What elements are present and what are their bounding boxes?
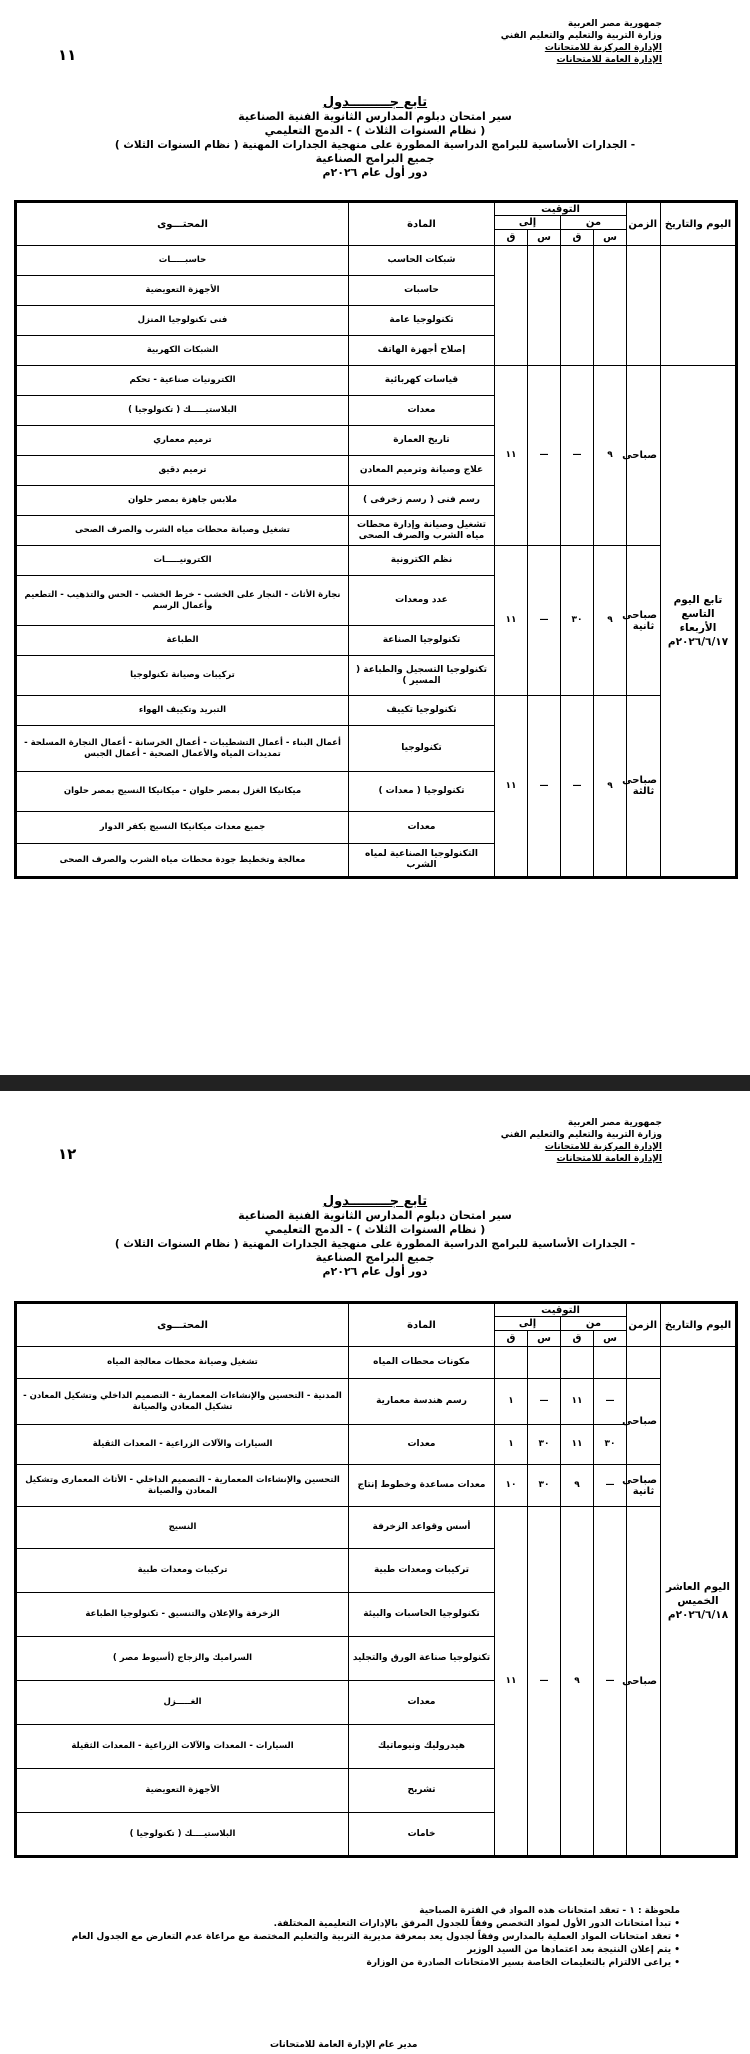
content-cell: حاسبـــــات	[16, 246, 349, 276]
time-cell: ١١	[495, 1507, 528, 1857]
exam-schedule-page-2	[0, 1095, 750, 2054]
day-cell: تابع اليوم التاسع الأربعاء ٢٠٢٦/٦/١٧م	[661, 366, 737, 878]
time-cell: ٩	[594, 366, 627, 546]
schedule-table	[14, 1301, 738, 1858]
title-line: جميع البرامج الصناعية	[315, 152, 435, 165]
subject-cell: تكنولوجيا عامة	[349, 306, 495, 336]
ministry-line: الإدارة العامة للامتحانات	[556, 1154, 662, 1164]
subject-cell: التكنولوجيا الصناعية لمياه الشرب	[349, 844, 495, 878]
col-to: إلى	[495, 1317, 561, 1331]
session-cell	[627, 1347, 661, 1379]
title-line: ( نظام السنوات الثلاث ) - الدمج التعليمي	[264, 1223, 486, 1236]
subject-cell: نظم الكترونية	[349, 546, 495, 576]
time-cell	[495, 1347, 528, 1379]
content-cell: ترميم معماري	[16, 426, 349, 456]
col-subject: المادة	[349, 1303, 495, 1347]
subject-cell: تركيبات ومعدات طبية	[349, 1549, 495, 1593]
content-cell: ملابس جاهزة بمصر حلوان	[16, 486, 349, 516]
col-from: من	[561, 1317, 627, 1331]
time-cell	[528, 246, 561, 366]
subject-cell: معدات	[349, 396, 495, 426]
time-cell: ١١	[495, 366, 528, 546]
page-number: ١١	[58, 46, 77, 64]
time-cell: ١	[495, 1425, 528, 1465]
session-cell: صباحى ثانية	[627, 546, 661, 696]
ministry-line: وزارة التربية والتعليم والتعليم الفني	[500, 1130, 662, 1140]
time-cell: ٣٠	[528, 1425, 561, 1465]
content-cell: جميع معدات ميكانيكا النسيج بكفر الدوار	[16, 812, 349, 844]
time-cell: ١١	[495, 546, 528, 696]
time-cell: —	[528, 366, 561, 546]
content-cell: تركيبات ومعدات طبية	[16, 1549, 349, 1593]
title-line: تابع جـــــــــدول	[322, 1194, 428, 1209]
content-cell: تشغيل وصيانة محطات معالجة المياه	[16, 1347, 349, 1379]
subject-cell: تشريح	[349, 1769, 495, 1813]
content-cell: تشغيل وصيانة محطات مياه الشرب والصرف الصحى	[16, 516, 349, 546]
session-cell: صباحى	[627, 366, 661, 546]
time-cell: ١١	[495, 696, 528, 878]
subject-cell: تكنولوجيا الحاسبات والبيئة	[349, 1593, 495, 1637]
subject-cell: علاج وصيانة وترميم المعادن	[349, 456, 495, 486]
col-h: س	[594, 1331, 627, 1347]
table-row	[16, 1465, 737, 1507]
subject-cell: تاريخ العمارة	[349, 426, 495, 456]
session-cell	[627, 246, 661, 366]
content-cell: الشبكات الكهربية	[16, 336, 349, 366]
time-cell	[561, 1347, 594, 1379]
content-cell: فنى تكنولوجيا المنزل	[16, 306, 349, 336]
ministry-line: وزارة التربية والتعليم والتعليم الفني	[500, 31, 662, 41]
session-cell: صباحى ثالثة	[627, 696, 661, 878]
col-to: إلى	[495, 216, 561, 230]
content-cell: ميكانيكا الغزل بمصر حلوان - ميكانيكا النسيج بمصر حلوان	[16, 772, 349, 812]
subject-cell: تكنولوجيا التسجيل والطباعة ( المسير )	[349, 656, 495, 696]
time-cell: ٩	[594, 546, 627, 696]
time-cell: —	[528, 1507, 561, 1857]
col-day: اليوم والتاريخ	[661, 1303, 737, 1347]
ministry-line: جمهورية مصر العربية	[567, 1118, 662, 1128]
content-cell: الأجهزة التعويضية	[16, 1769, 349, 1813]
title-line: جميع البرامج الصناعية	[315, 1251, 435, 1264]
note-line: • تبدأ امتحانات الدور الأول لمواد التخصص وفقاً للجدول المرفق بالإدارات التعليمية المختلفة.	[273, 1919, 680, 1929]
content-cell: النسيج	[16, 1507, 349, 1549]
content-cell: أعمال البناء - أعمال التشطيبات - أعمال الخرسانة - أعمال النجارة المسلحة - تمديدات المياه والأعمال الصحية - أعمال الجبس	[16, 726, 349, 772]
subject-cell: معدات	[349, 1425, 495, 1465]
subject-cell: تكنولوجيا	[349, 726, 495, 772]
note-line: ملحوظة : ١ - تعقد امتحانات هذه المواد في الفترة الصباحية	[419, 1906, 680, 1916]
col-d: ق	[495, 230, 528, 246]
content-cell: الكترونيـــــات	[16, 546, 349, 576]
time-cell: —	[528, 546, 561, 696]
content-cell: الكترونيات صناعية - تحكم	[16, 366, 349, 396]
col-subject: المادة	[349, 202, 495, 246]
time-cell	[594, 1347, 627, 1379]
subject-cell: عدد ومعدات	[349, 576, 495, 626]
table-row	[16, 366, 737, 396]
subject-cell: أسس وقواعد الزخرفة	[349, 1507, 495, 1549]
title-line: دور أول عام ٢٠٢٦م	[322, 1265, 428, 1278]
time-cell	[528, 1347, 561, 1379]
time-cell	[561, 246, 594, 366]
col-content: المحتـــوى	[16, 202, 349, 246]
subject-cell: قياسات كهربائية	[349, 366, 495, 396]
subject-cell: رسم فنى ( رسم زخرفى )	[349, 486, 495, 516]
ministry-line: الإدارة المركزية للامتحانات	[544, 43, 662, 53]
subject-cell: هيدروليك ونيوماتيك	[349, 1725, 495, 1769]
title-line: سير امتحان دبلوم المدارس الثانوية الفنية الصناعية	[238, 1209, 512, 1222]
content-cell: المدنية - التحسين والإنشاءات المعمارية - التصميم الداخلي وتشكيل المعادن - تشكيل المعادن والصيانة	[16, 1379, 349, 1425]
session-cell: صباحى ثانية	[627, 1465, 661, 1507]
content-cell: ترميم دقيق	[16, 456, 349, 486]
title-line: ( نظام السنوات الثلاث ) - الدمج التعليمي	[264, 124, 486, 137]
schedule-titles	[0, 96, 750, 180]
session-cell: صباحى	[627, 1379, 661, 1465]
signature-line: مدير عام الإدارة العامة للامتحانات	[270, 2040, 418, 2050]
col-timing: التوقيت	[495, 1303, 627, 1317]
col-day: اليوم والتاريخ	[661, 202, 737, 246]
subject-cell: حاسبات	[349, 276, 495, 306]
time-cell: ١١	[561, 1425, 594, 1465]
time-cell: ٣٠	[561, 546, 594, 696]
content-cell: البلاستيـــــك ( تكنولوجيا )	[16, 396, 349, 426]
content-cell: الأجهزة التعويضية	[16, 276, 349, 306]
col-h: س	[528, 1331, 561, 1347]
time-cell	[594, 246, 627, 366]
time-cell: —	[528, 1379, 561, 1425]
col-d: ق	[561, 230, 594, 246]
ministry-header	[492, 18, 662, 66]
col-h: س	[594, 230, 627, 246]
day-cell	[661, 246, 737, 366]
page-number: ١٢	[58, 1145, 77, 1163]
time-cell: —	[561, 696, 594, 878]
subject-cell: تكنولوجيا ( معدات )	[349, 772, 495, 812]
col-d: ق	[495, 1331, 528, 1347]
time-cell: ١	[495, 1379, 528, 1425]
day-cell: اليوم العاشر الخميس ٢٠٢٦/٦/١٨م	[661, 1347, 737, 1857]
time-cell: ٩	[594, 696, 627, 878]
content-cell: نجارة الأثاث - النجار على الخشب - خرط الخشب - الحس والتذهيب - التطعيم وأعمال الرسم	[16, 576, 349, 626]
note-line: • يراعى الالتزام بالتعليمات الخاصة بسير الامتحانات الصادرة من الوزارة	[366, 1958, 680, 1968]
title-line: - الجدارات الأساسية للبرامج الدراسية المطورة على منهجية الجدارات المهنية ( نظام السنوات الثلاث )	[114, 1238, 636, 1250]
schedule-titles	[0, 1195, 750, 1279]
time-cell: ٩	[561, 1465, 594, 1507]
col-content: المحتـــوى	[16, 1303, 349, 1347]
table-row	[16, 246, 737, 276]
time-cell: —	[528, 696, 561, 878]
table-row	[16, 1347, 737, 1379]
subject-cell: شبكات الحاسب	[349, 246, 495, 276]
time-cell: ١٠	[495, 1465, 528, 1507]
subject-cell: تكنولوجيا الصناعة	[349, 626, 495, 656]
time-cell: ٩	[561, 1507, 594, 1857]
subject-cell: معدات	[349, 1681, 495, 1725]
time-cell: ٣٠	[594, 1425, 627, 1465]
time-cell: ٣٠	[528, 1465, 561, 1507]
subject-cell: معدات	[349, 812, 495, 844]
content-cell: السيارات - المعدات والآلات الزراعية - المعدات الثقيلة	[16, 1725, 349, 1769]
title-line: تابع جـــــــــدول	[322, 95, 428, 110]
schedule-table	[14, 200, 738, 879]
col-timing: التوقيت	[495, 202, 627, 216]
note-line: • تعقد امتحانات المواد العملية بالمدارس وفقاً لجدول يعد بمعرفة مديرية التربية والتعليم المختصة مع مراعاة عدم التعارض مع الجدول العام	[71, 1932, 680, 1942]
col-d: ق	[561, 1331, 594, 1347]
time-cell: —	[561, 366, 594, 546]
ministry-line: جمهورية مصر العربية	[567, 19, 662, 29]
content-cell: السيارات والآلات الزراعية - المعدات الثقيلة	[16, 1425, 349, 1465]
content-cell: الطباعة	[16, 626, 349, 656]
subject-cell: رسم هندسة معمارية	[349, 1379, 495, 1425]
title-line: سير امتحان دبلوم المدارس الثانوية الفنية الصناعية	[238, 110, 512, 123]
subject-cell: تكنولوجيا تكييف	[349, 696, 495, 726]
content-cell: السراميك والزجاج (أسيوط مصر )	[16, 1637, 349, 1681]
time-cell	[495, 246, 528, 366]
col-from: من	[561, 216, 627, 230]
content-cell: البلاستيــــك ( تكنولوجيا )	[16, 1813, 349, 1857]
subject-cell: خامات	[349, 1813, 495, 1857]
page-separator	[0, 1075, 750, 1091]
time-cell: —	[594, 1379, 627, 1425]
subject-cell: إصلاح أجهزة الهاتف	[349, 336, 495, 366]
content-cell: تركيبات وصيانة تكنولوجيا	[16, 656, 349, 696]
time-cell: ١١	[561, 1379, 594, 1425]
table-row	[16, 1507, 737, 1549]
subject-cell: تكنولوجيا صناعة الورق والتجليد	[349, 1637, 495, 1681]
ministry-line: الإدارة العامة للامتحانات	[556, 55, 662, 65]
content-cell: التبريد وتكييف الهواء	[16, 696, 349, 726]
subject-cell: معدات مساعدة وخطوط إنتاج	[349, 1465, 495, 1507]
table-row	[16, 1379, 737, 1425]
subject-cell: تشغيل وصيانة وإدارة محطات مياه الشرب والصرف الصحى	[349, 516, 495, 546]
col-session: الزمن	[627, 202, 661, 246]
table-row	[16, 546, 737, 576]
time-cell: —	[594, 1507, 627, 1857]
note-line: • يتم إعلان النتيجة بعد اعتمادها من السيد الوزير	[467, 1945, 680, 1955]
col-h: س	[528, 230, 561, 246]
content-cell: معالجة وتخطيط جودة محطات مياه الشرب والصرف الصحى	[16, 844, 349, 878]
schedule-notes	[71, 1905, 680, 1970]
time-cell: —	[594, 1465, 627, 1507]
content-cell: الزخرفة والإعلان والتنسيق - تكنولوجيا الطباعة	[16, 1593, 349, 1637]
ministry-line: الإدارة المركزية للامتحانات	[544, 1142, 662, 1152]
title-line: دور أول عام ٢٠٢٦م	[322, 166, 428, 179]
content-cell: الغـــــزل	[16, 1681, 349, 1725]
ministry-header	[492, 1117, 662, 1165]
subject-cell: مكونات محطات المياه	[349, 1347, 495, 1379]
col-session: الزمن	[627, 1303, 661, 1347]
title-line: - الجدارات الأساسية للبرامج الدراسية المطورة على منهجية الجدارات المهنية ( نظام السنوات الثلاث )	[114, 139, 636, 151]
session-cell: صباحى	[627, 1507, 661, 1857]
table-row	[16, 696, 737, 726]
content-cell: التحسين والإنشاءات المعمارية - التصميم الداخلي - الأثاث المعمارى وتشكيل المعادن والصيانة	[16, 1465, 349, 1507]
